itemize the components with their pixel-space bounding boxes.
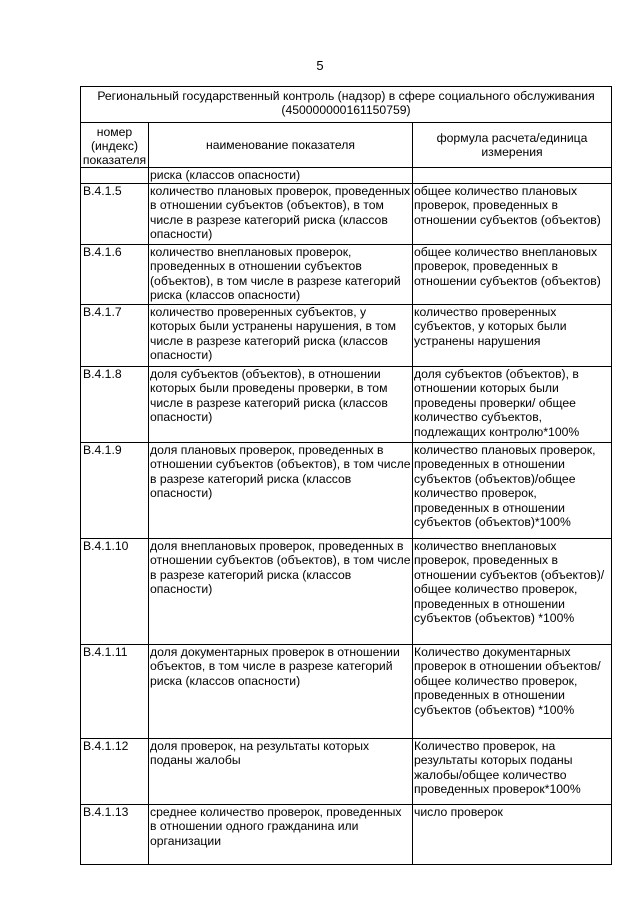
table-row bbox=[81, 305, 612, 367]
table-title-row bbox=[81, 87, 612, 123]
row-formula: общее количество плановых проверок, проведенных в отношении субъектов (объектов) bbox=[413, 184, 612, 245]
row-name: количество проверенных субъектов, у которых были устранены нарушения, в том числе в разрезе категорий риска (классов опасности) bbox=[149, 305, 413, 367]
row-name: среднее количество проверок, проведенных в отношении одного гражданина или организации bbox=[149, 805, 413, 865]
table-row bbox=[81, 443, 612, 539]
header-formula: формула расчета/единица измерения bbox=[413, 123, 612, 168]
row-name: доля проверок, на результаты которых поданы жалобы bbox=[149, 739, 413, 805]
table-title-line1: Региональный государственный контроль (надзор) в сфере социального обслуживания bbox=[97, 89, 595, 103]
table-row bbox=[81, 739, 612, 805]
header-name: наименование показателя bbox=[149, 123, 413, 168]
table-row bbox=[81, 645, 612, 739]
row-name: риска (классов опасности) bbox=[149, 168, 413, 184]
row-index: В.4.1.9 bbox=[81, 443, 149, 539]
row-formula: количество плановых проверок, проведенных в отношении субъектов (объектов)/общее количество проверок, проведенных в отношении субъектов (объектов)*100% bbox=[413, 443, 612, 539]
row-formula: число проверок bbox=[413, 805, 612, 865]
row-index: В.4.1.7 bbox=[81, 305, 149, 367]
row-formula: общее количество внеплановых проверок, проведенных в отношении субъектов (объектов) bbox=[413, 245, 612, 305]
row-formula bbox=[413, 168, 612, 184]
row-index: В.4.1.10 bbox=[81, 539, 149, 645]
page-number: 5 bbox=[316, 58, 324, 73]
table-row bbox=[81, 245, 612, 305]
table-row bbox=[81, 805, 612, 865]
row-formula: Количество документарных проверок в отношении объектов/общее количество проверок, проведенных в отношении субъектов (объектов) *100% bbox=[413, 645, 612, 739]
row-name: доля субъектов (объектов), в отношении которых были проведены проверки, в том числе в разрезе категорий риска (классов опасности) bbox=[149, 367, 413, 443]
row-index: В.4.1.13 bbox=[81, 805, 149, 865]
indicator-table bbox=[80, 86, 612, 865]
table-row bbox=[81, 184, 612, 245]
table-header-row bbox=[81, 123, 612, 168]
header-index: номер (индекс) показателя bbox=[81, 123, 149, 168]
row-name: количество внеплановых проверок, проведенных в отношении субъектов (объектов), в том числе в разрезе категорий риска (классов опасности) bbox=[149, 245, 413, 305]
row-index: В.4.1.5 bbox=[81, 184, 149, 245]
row-name: доля внеплановых проверок, проведенных в отношении субъектов (объектов), в том числе в разрезе категорий риска (классов опасности) bbox=[149, 539, 413, 645]
row-name: доля плановых проверок, проведенных в отношении субъектов (объектов), в том числе в разрезе категорий риска (классов опасности) bbox=[149, 443, 413, 539]
row-formula: доля субъектов (объектов), в отношении которых были проведены проверки/ общее количество субъектов, подлежащих контролю*100% bbox=[413, 367, 612, 443]
table-title bbox=[81, 87, 612, 123]
row-index bbox=[81, 168, 149, 184]
table-row bbox=[81, 168, 612, 184]
row-index: В.4.1.12 bbox=[81, 739, 149, 805]
row-formula: количество внеплановых проверок, проведенных в отношении субъектов (объектов)/общее количество проверок, проведенных в отношении субъектов (объектов) *100% bbox=[413, 539, 612, 645]
table-row bbox=[81, 367, 612, 443]
row-index: В.4.1.6 bbox=[81, 245, 149, 305]
row-formula: Количество проверок, на результаты которых поданы жалобы/общее количество проведенных проверок*100% bbox=[413, 739, 612, 805]
row-index: В.4.1.11 bbox=[81, 645, 149, 739]
table-row bbox=[81, 539, 612, 645]
row-name: доля документарных проверок в отношении объектов, в том числе в разрезе категорий риска (классов опасности) bbox=[149, 645, 413, 739]
table-title-line2: (450000000161150759) bbox=[281, 103, 411, 117]
row-formula: количество проверенных субъектов, у которых были устранены нарушения bbox=[413, 305, 612, 367]
row-name: количество плановых проверок, проведенных в отношении субъектов (объектов), в том числе в разрезе категорий риска (классов опасности) bbox=[149, 184, 413, 245]
row-index: В.4.1.8 bbox=[81, 367, 149, 443]
